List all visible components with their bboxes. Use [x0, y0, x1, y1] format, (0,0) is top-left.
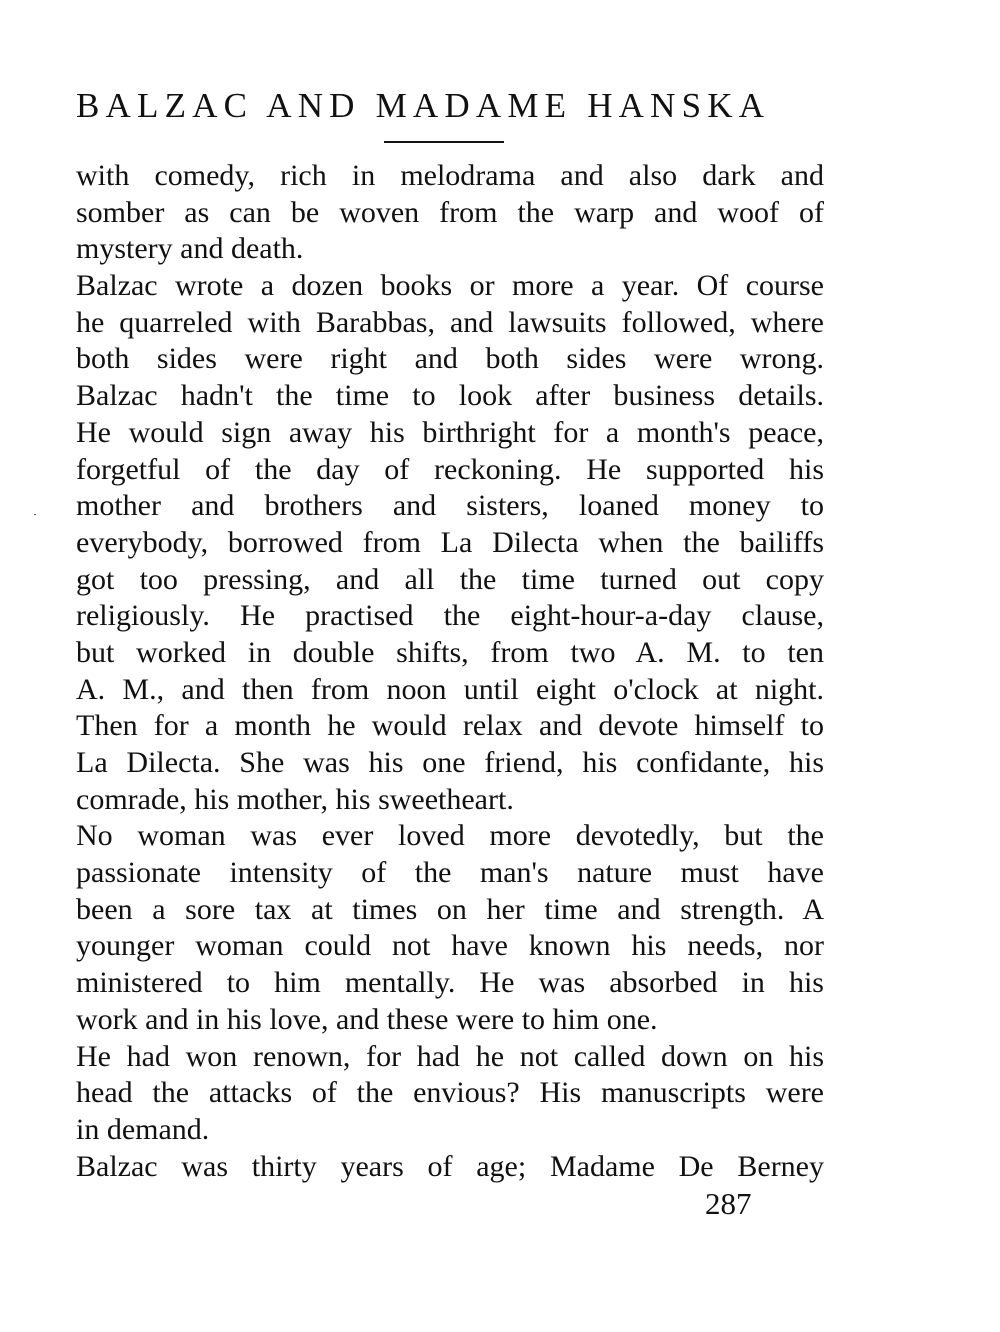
text-line: forgetful of the day of reckoning. He supported his	[76, 452, 824, 486]
text-line: passionate intensity of the man's nature must have	[76, 856, 824, 890]
text-line: everybody, borrowed from La Dilecta when the bailiffs	[76, 525, 824, 559]
text-line: he quarreled with Barabbas, and lawsuits followed, where	[76, 305, 824, 339]
paragraph	[76, 1149, 824, 1186]
text-line: No woman was ever loved more devotedly, but the	[76, 819, 824, 853]
margin-speck	[34, 514, 36, 515]
text-line: with comedy, rich in melodrama and also dark and	[76, 159, 824, 192]
text-line: mystery and death.	[76, 232, 304, 266]
text-line: got too pressing, and all the time turned out copy	[76, 562, 824, 596]
text-line: head the attacks of the envious? His manuscripts were	[76, 1076, 824, 1110]
text-line: Balzac wrote a dozen books or more a year. Of course	[76, 269, 824, 303]
text-line: but worked in double shifts, from two A. M. to ten	[76, 635, 824, 669]
text-line: La Dilecta. She was his one friend, his confidante, his	[76, 746, 824, 779]
page-number: 287	[705, 1186, 752, 1221]
paragraph	[76, 158, 824, 268]
text-line: Balzac hadn't the time to look after business details.	[76, 379, 824, 413]
text-line: somber as can be woven from the warp and woof of	[76, 195, 824, 229]
header-rule	[384, 141, 504, 143]
text-line: He would sign away his birthright for a month's peace,	[76, 415, 824, 449]
text-line: He had won renown, for had he not called down on his	[76, 1039, 824, 1073]
text-line: A. M., and then from noon until eight o'clock at night.	[76, 672, 824, 706]
text-line: comrade, his mother, his sweetheart.	[76, 782, 514, 816]
text-line: in demand.	[76, 1112, 210, 1146]
text-line: ministered to him mentally. He was absorbed in his	[76, 966, 824, 1000]
text-line: younger woman could not have known his needs, nor	[76, 929, 824, 963]
text-line: work and in his love, and these were to him one.	[76, 1002, 658, 1036]
text-line: both sides were right and both sides were wrong.	[76, 342, 824, 376]
text-line: mother and brothers and sisters, loaned money to	[76, 489, 824, 523]
paragraph	[76, 268, 824, 818]
text-line: Balzac was thirty years of age; Madame De Berney	[76, 1149, 824, 1183]
paragraph	[76, 1039, 824, 1149]
text-line: Then for a month he would relax and devote himself to	[76, 709, 824, 743]
running-head: BALZAC AND MADAME HANSKA	[76, 86, 771, 125]
body-text	[76, 158, 824, 1185]
text-line: religiously. He practised the eight-hour-a-day clause,	[76, 599, 824, 633]
paragraph	[76, 818, 824, 1038]
text-line: been a sore tax at times on her time and strength. A	[76, 892, 824, 926]
